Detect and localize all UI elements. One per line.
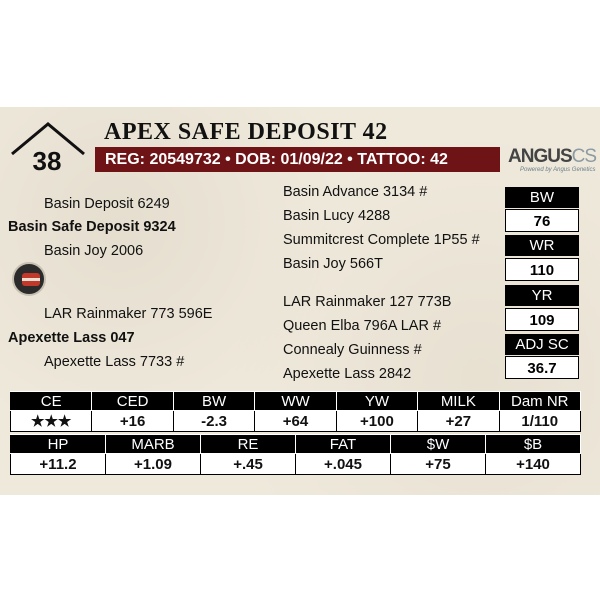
- stat-yr-label: YR: [505, 285, 579, 306]
- epd-ce-value: ★★★: [11, 411, 92, 432]
- pedigree-sire: Basin Safe Deposit 9324: [8, 219, 176, 235]
- epd-marb-label: MARB: [106, 435, 201, 454]
- epd-hp-value: +11.2: [11, 454, 106, 475]
- epd-hp-label: HP: [11, 435, 106, 454]
- pedigree-ext-4: Basin Joy 566T: [283, 256, 383, 272]
- breeder-badge-icon: [12, 262, 46, 296]
- logo-main: ANGUS: [508, 146, 572, 167]
- epd-b-dollar-value: +140: [486, 454, 581, 475]
- stat-bw-value: 76: [505, 209, 579, 232]
- pedigree-dam-dam: Apexette Lass 7733 #: [44, 354, 185, 370]
- lot-number: 38: [32, 146, 62, 176]
- epd-fat-value: +.045: [296, 454, 391, 475]
- pedigree-sire-sire: Basin Deposit 6249: [44, 196, 170, 212]
- epd-b-dollar-label: $B: [486, 435, 581, 454]
- epd-re-value: +.45: [201, 454, 296, 475]
- pedigree-dam-sire: LAR Rainmaker 773 596E: [44, 306, 213, 322]
- pedigree-ext-2: Basin Lucy 4288: [283, 208, 391, 224]
- epd-ww-value: +64: [255, 411, 336, 432]
- epd-table-2: [10, 434, 581, 475]
- epd-yw-value: +100: [336, 411, 417, 432]
- pedigree-ext-3: Summitcrest Complete 1P55 #: [283, 232, 480, 248]
- epd-damnr-label: Dam NR: [499, 392, 580, 411]
- stat-adjsc-value: 36.7: [505, 356, 579, 379]
- stat-wr-value: 110: [505, 258, 579, 281]
- epd-header-row: [11, 392, 581, 411]
- epd-bw-label: BW: [173, 392, 254, 411]
- pedigree-ext-7: Connealy Guinness #: [283, 342, 422, 358]
- epd-value-row-2: [11, 454, 581, 475]
- pedigree-sire-dam: Basin Joy 2006: [44, 243, 144, 259]
- pedigree-ext-8: Apexette Lass 2842: [283, 366, 412, 382]
- stat-wr-label: WR: [505, 235, 579, 256]
- registration-bar: REG: 20549732 • DOB: 01/09/22 • TATTOO: 42: [95, 147, 500, 172]
- animal-name: APEX SAFE DEPOSIT 42: [104, 119, 388, 145]
- epd-header-row-2: [11, 435, 581, 454]
- badge-stripe: [22, 278, 40, 281]
- epd-fat-label: FAT: [296, 435, 391, 454]
- epd-value-row: [11, 411, 581, 432]
- epd-milk-value: +27: [418, 411, 499, 432]
- pedigree-ext-6: Queen Elba 796A LAR #: [283, 318, 442, 334]
- epd-ced-label: CED: [92, 392, 173, 411]
- epd-damnr-value: 1/110: [499, 411, 580, 432]
- stat-bw-label: BW: [505, 187, 579, 208]
- epd-milk-label: MILK: [418, 392, 499, 411]
- epd-w-dollar-label: $W: [391, 435, 486, 454]
- angus-logo: [508, 146, 596, 168]
- epd-w-dollar-value: +75: [391, 454, 486, 475]
- epd-table-1: [10, 391, 581, 432]
- pedigree-ext-1: Basin Advance 3134 #: [283, 184, 428, 200]
- pedigree-ext-5: LAR Rainmaker 127 773B: [283, 294, 452, 310]
- logo-tagline: Powered by Angus Genetics: [520, 167, 596, 173]
- stat-yr-value: 109: [505, 308, 579, 331]
- stat-adjsc-label: ADJ SC: [505, 334, 579, 355]
- epd-marb-value: +1.09: [106, 454, 201, 475]
- logo-suffix: CS: [571, 146, 597, 167]
- epd-re-label: RE: [201, 435, 296, 454]
- epd-ce-label: CE: [11, 392, 92, 411]
- epd-bw-value: -2.3: [173, 411, 254, 432]
- epd-ww-label: WW: [255, 392, 336, 411]
- pedigree-dam: Apexette Lass 047: [8, 330, 135, 346]
- epd-yw-label: YW: [336, 392, 417, 411]
- epd-ced-value: +16: [92, 411, 173, 432]
